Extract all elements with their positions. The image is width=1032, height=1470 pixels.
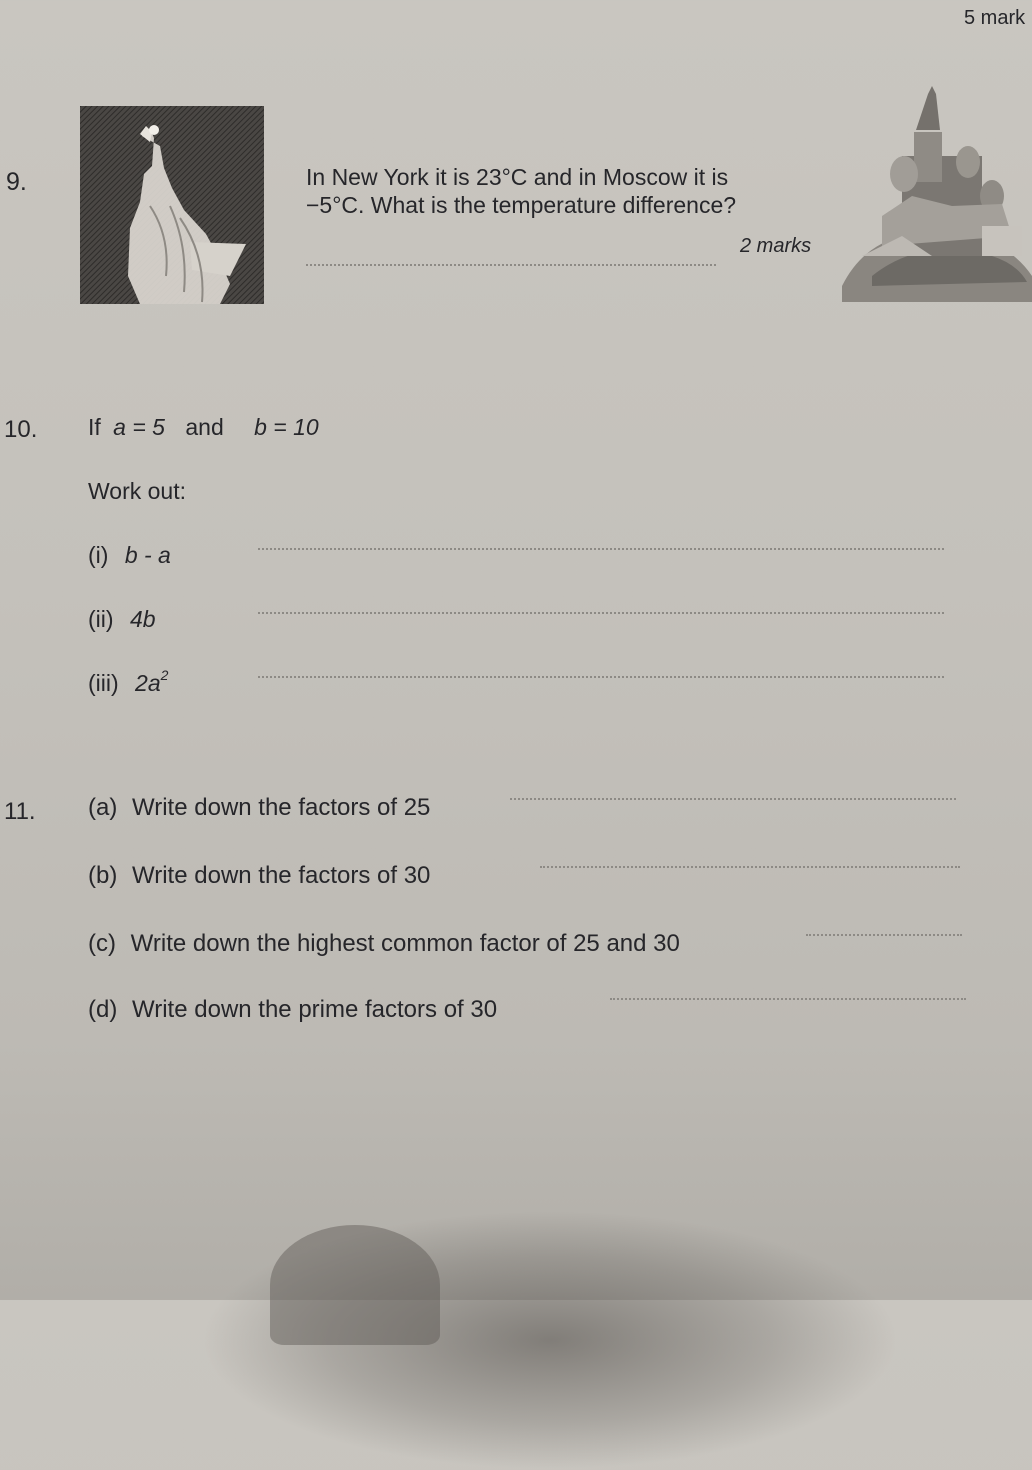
part-d-label: (d) [88, 996, 118, 1023]
part-b-label: (b) [88, 862, 118, 889]
part-ii [88, 608, 156, 631]
answer-line-11b[interactable] [540, 866, 960, 868]
part-iii-label: (iii) [88, 670, 119, 696]
part-b-text: Write down the factors of 30 [132, 862, 431, 889]
statue-of-liberty-image [80, 106, 264, 304]
condition-a: a = 5 [113, 414, 165, 440]
question-9-line-1 [306, 166, 728, 189]
part-i-label: (i) [88, 542, 109, 568]
part-iii-exponent: 2 [160, 667, 169, 683]
part-ii-label: (ii) [88, 606, 114, 632]
answer-line-11c[interactable] [806, 934, 962, 936]
part-c [88, 932, 680, 956]
condition-b: b = 10 [254, 414, 319, 440]
and-text: and [185, 414, 224, 440]
part-a-text: Write down the factors of 25 [132, 794, 431, 821]
part-iii [88, 667, 169, 696]
answer-line-11d[interactable] [610, 998, 966, 1000]
answer-line-10ii[interactable] [258, 612, 944, 614]
question-9-marks: 2 marks [740, 235, 812, 257]
answer-line-q9[interactable] [306, 264, 716, 266]
part-i [88, 544, 171, 567]
part-d [88, 998, 497, 1022]
question-9-line-2 [306, 194, 736, 217]
question-9-number: 9. [6, 168, 27, 196]
question-10-condition [88, 416, 319, 439]
marks-header: 5 mark [964, 7, 1026, 29]
part-i-expression: b - a [124, 542, 171, 568]
part-b [88, 864, 430, 888]
st-basils-cathedral-image [842, 86, 1032, 302]
answer-line-10i[interactable] [258, 548, 944, 550]
question-9-text-b: and in Moscow it is [527, 164, 729, 190]
if-text: If [88, 414, 101, 440]
moscow-temperature: −5°C [306, 192, 359, 218]
work-out-label: Work out: [88, 478, 186, 504]
part-a-label: (a) [88, 794, 118, 821]
part-a [88, 796, 430, 820]
question-10-number: 10. [4, 416, 38, 443]
part-c-text: Write down the highest common factor of 25 and 30 [130, 930, 680, 957]
part-d-text: Write down the prime factors of 30 [132, 996, 498, 1023]
question-9-text-a: In New York it is [306, 164, 477, 190]
part-iii-expression: 2a [135, 670, 161, 696]
question-9-text-c: . What is the temperature difference? [358, 192, 737, 218]
part-c-label: (c) [88, 930, 116, 957]
part-ii-expression: 4b [129, 606, 156, 632]
hand-shadow-finger [270, 1225, 440, 1345]
answer-line-11a[interactable] [510, 798, 956, 800]
question-11-number: 11. [4, 798, 36, 825]
answer-line-10iii[interactable] [258, 676, 944, 678]
new-york-temperature: 23°C [476, 164, 528, 190]
